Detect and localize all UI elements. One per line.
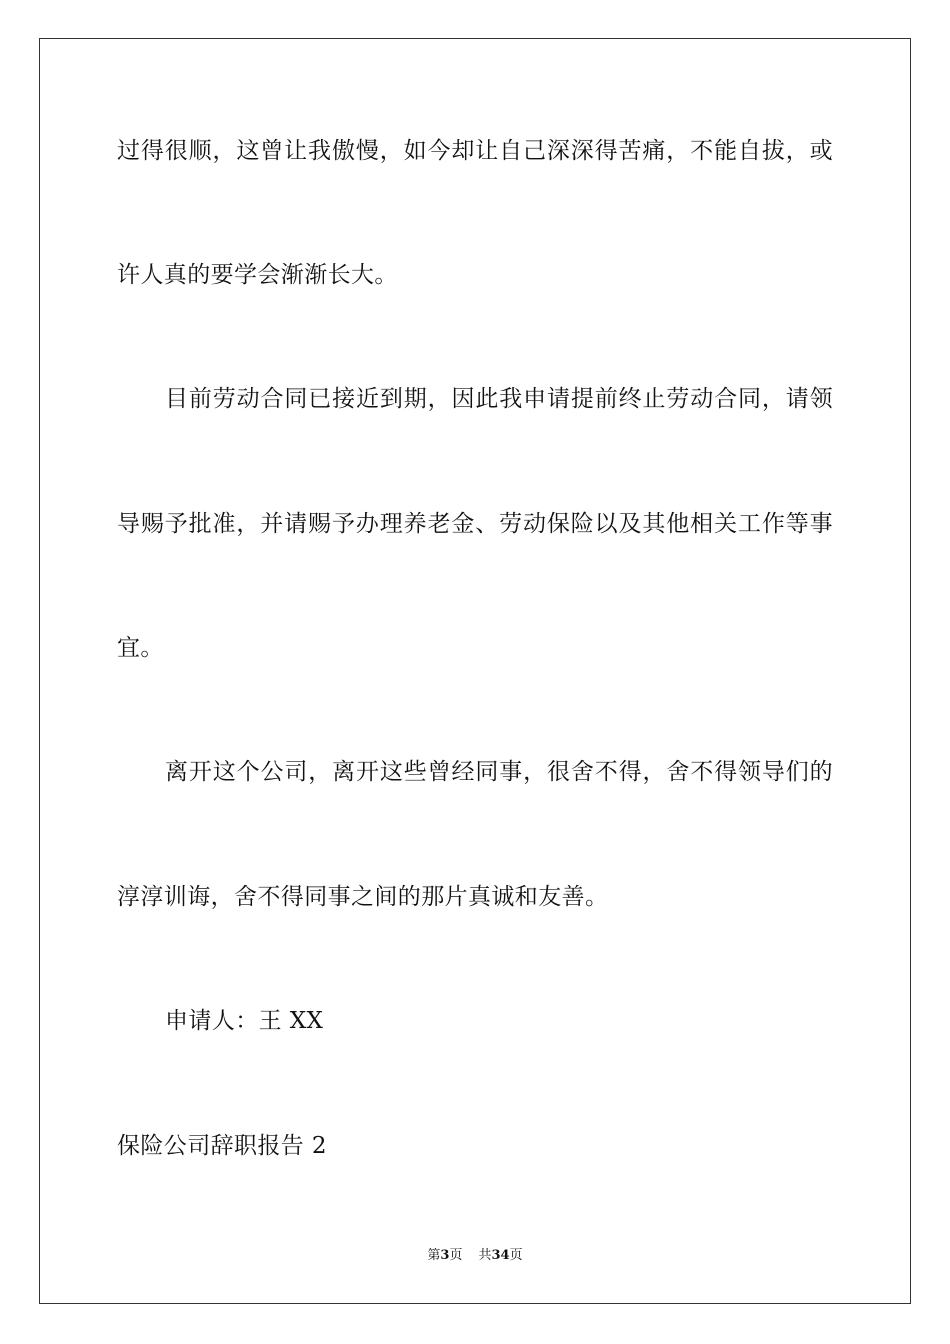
paragraph-line: 许人真的要学会渐渐长大。 — [117, 262, 398, 288]
footer-total-suffix: 页 — [509, 1248, 523, 1263]
footer-page-prefix: 第 — [427, 1248, 441, 1263]
paragraph-line: 过得很顺，这曾让我傲慢，如今却让自己深深得苦痛，不能自拔，或 — [117, 138, 833, 164]
footer-page-suffix: 页 — [449, 1248, 463, 1263]
paragraph-line: 宜。 — [117, 635, 164, 661]
paragraph-line: 导赐予批准，并请赐予办理养老金、劳动保险以及其他相关工作等事 — [117, 511, 833, 537]
footer-page-number: 3 — [440, 1248, 450, 1263]
page-border — [39, 38, 911, 1304]
footer-total-prefix: 共 — [478, 1248, 492, 1263]
paragraph-line: 离开这个公司，离开这些曾经同事，很舍不得，舍不得领导们的 — [165, 759, 833, 785]
page-footer — [0, 1248, 950, 1264]
footer-total-pages: 34 — [491, 1248, 510, 1263]
paragraph-line: 目前劳动合同已接近到期，因此我申请提前终止劳动合同，请领 — [165, 386, 833, 412]
paragraph-line: 淳淳训诲，舍不得同事之间的那片真诚和友善。 — [117, 884, 609, 910]
section-title: 保险公司辞职报告 2 — [117, 1133, 327, 1159]
signature-line: 申请人：王 XX — [165, 1008, 324, 1034]
